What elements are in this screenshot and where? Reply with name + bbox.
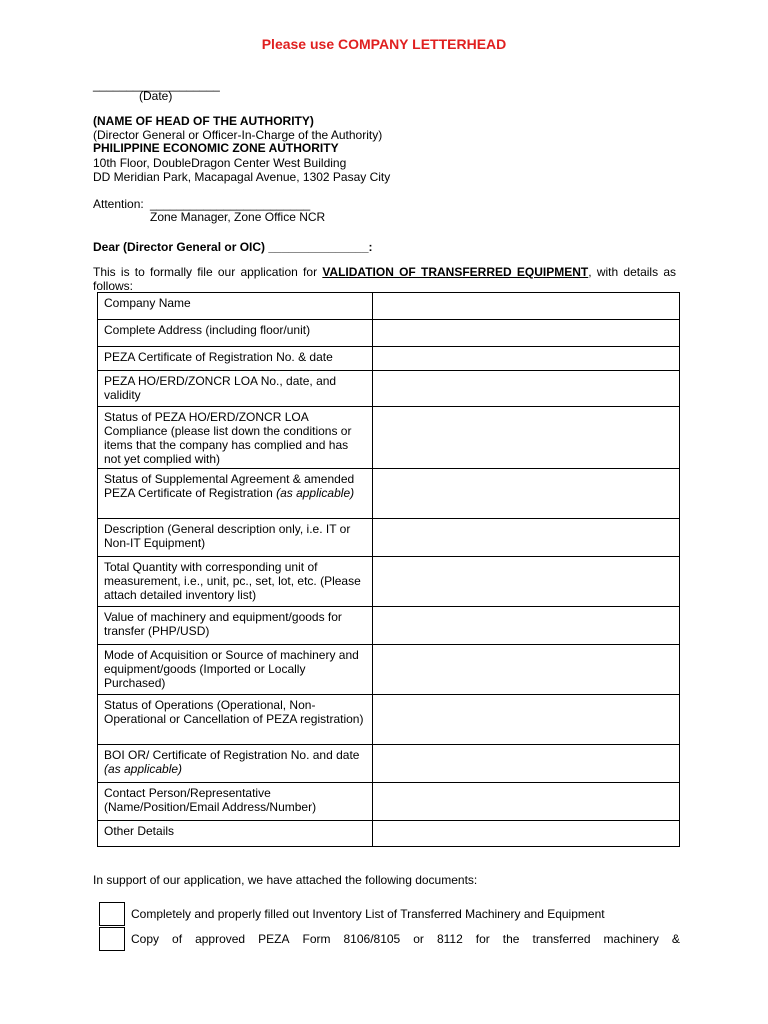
document-item-2	[131, 932, 680, 946]
salutation: Dear (Director General or OIC) _______________:	[93, 240, 373, 254]
field-label-text: Status of PEZA HO/ERD/ZONCR LOA Compliance (please list down the conditions or items that the company has complied and has not yet complied with)	[104, 410, 352, 466]
table-row	[98, 607, 680, 645]
field-label	[98, 645, 373, 695]
table-row	[98, 371, 680, 407]
addressee-position: (Director General or Officer-In-Charge of the Authority)	[93, 128, 383, 142]
field-value-cell[interactable]	[372, 557, 679, 607]
document-item-word: or	[413, 932, 424, 946]
field-label	[98, 469, 373, 519]
field-value-cell[interactable]	[372, 320, 679, 347]
addressee-address-line-2: DD Meridian Park, Macapagal Avenue, 1302 Pasay City	[93, 170, 391, 184]
attention-label: Attention:	[93, 197, 144, 211]
field-label	[98, 293, 373, 320]
addressee-agency: PHILIPPINE ECONOMIC ZONE AUTHORITY	[93, 141, 339, 155]
document-item-1: Completely and properly filled out Inventory List of Transferred Machinery and Equipment	[131, 907, 605, 921]
date-blank: ___________________	[93, 78, 220, 92]
document-item-word: approved	[195, 932, 246, 946]
field-value-cell[interactable]	[372, 371, 679, 407]
document-checkbox-1[interactable]	[99, 902, 125, 926]
field-value-cell[interactable]	[372, 695, 679, 745]
field-label-text: Mode of Acquisition or Source of machinery and equipment/goods (Imported or Locally Purchased)	[104, 648, 359, 690]
document-item-word: for	[475, 932, 490, 946]
document-item-word: &	[671, 932, 680, 946]
field-value-cell[interactable]	[372, 293, 679, 320]
table-row	[98, 695, 680, 745]
intro-text-before: This is to formally file our application for	[93, 265, 323, 279]
document-item-word: Copy	[131, 932, 160, 946]
document-item-word: machinery	[603, 932, 659, 946]
field-label-text: Total Quantity with corresponding unit of measurement, i.e., unit, pc., set, lot, etc. (Please attach detailed inventory list)	[104, 560, 361, 602]
field-label-text: Other Details	[104, 824, 175, 838]
field-label	[98, 347, 373, 371]
field-label-text: Status of Supplemental Agreement & amended PEZA Certificate of Registration	[104, 472, 355, 500]
table-row	[98, 645, 680, 695]
document-checkbox-2[interactable]	[99, 927, 125, 951]
field-label	[98, 695, 373, 745]
field-label	[98, 519, 373, 557]
document-item-word: of	[172, 932, 183, 946]
document-item-word: 8106/8105	[343, 932, 401, 946]
table-row	[98, 320, 680, 347]
field-value-cell[interactable]	[372, 607, 679, 645]
field-label	[98, 607, 373, 645]
field-value-cell[interactable]	[372, 645, 679, 695]
table-row	[98, 557, 680, 607]
field-label-note: (as applicable)	[104, 762, 183, 776]
field-label	[98, 783, 373, 821]
document-item-word: the	[502, 932, 520, 946]
table-row	[98, 783, 680, 821]
field-value-cell[interactable]	[372, 519, 679, 557]
support-text: In support of our application, we have attached the following documents:	[93, 873, 478, 887]
field-value-cell[interactable]	[372, 783, 679, 821]
field-label-text: Description (General description only, i.e. IT or Non-IT Equipment)	[104, 522, 351, 550]
addressee-address-line-1: 10th Floor, DoubleDragon Center West Building	[93, 156, 347, 170]
field-value-cell[interactable]	[372, 821, 679, 847]
field-label-text: BOI OR/ Certificate of Registration No. and date	[104, 748, 360, 762]
field-value-cell[interactable]	[372, 407, 679, 469]
table-row	[98, 745, 680, 783]
field-label	[98, 557, 373, 607]
intro-paragraph	[93, 265, 676, 293]
document-item-word: Form	[302, 932, 331, 946]
letterhead-banner: Please use COMPANY LETTERHEAD	[261, 36, 507, 52]
table-row	[98, 347, 680, 371]
document-item-word: transferred	[532, 932, 591, 946]
field-value-cell[interactable]	[372, 347, 679, 371]
document-item-word: 8112	[436, 932, 463, 946]
field-value-cell[interactable]	[372, 469, 679, 519]
field-label-text: PEZA Certificate of Registration No. & date	[104, 350, 333, 364]
table-row	[98, 519, 680, 557]
addressee-name: (NAME OF HEAD OF THE AUTHORITY)	[93, 114, 314, 128]
field-label	[98, 407, 373, 469]
field-label-text: Company Name	[104, 296, 191, 310]
date-label: (Date)	[139, 89, 173, 103]
field-label	[98, 745, 373, 783]
field-label-text: Complete Address (including floor/unit)	[104, 323, 311, 337]
document-item-word: PEZA	[258, 932, 290, 946]
field-label-text: Status of Operations (Operational, Non-Operational or Cancellation of PEZA registration)	[104, 698, 364, 726]
field-label-text: Value of machinery and equipment/goods for transfer (PHP/USD)	[104, 610, 342, 638]
field-label	[98, 371, 373, 407]
table-row	[98, 407, 680, 469]
field-label	[98, 320, 373, 347]
intro-highlight: VALIDATION OF TRANSFERRED EQUIPMENT	[322, 265, 589, 279]
attention-blank: ________________________	[150, 197, 311, 211]
table-row	[98, 469, 680, 519]
field-label-text: PEZA HO/ERD/ZONCR LOA No., date, and validity	[104, 374, 337, 402]
field-value-cell[interactable]	[372, 745, 679, 783]
attention-office: Zone Manager, Zone Office NCR	[150, 210, 326, 224]
field-label-text: Contact Person/Representative (Name/Position/Email Address/Number)	[104, 786, 317, 814]
intro-text-after: , with details as follows:	[93, 265, 676, 293]
table-row	[98, 293, 680, 320]
field-label	[98, 821, 373, 847]
application-details-table	[97, 292, 680, 847]
table-row	[98, 821, 680, 847]
field-label-note: (as applicable)	[276, 486, 355, 500]
